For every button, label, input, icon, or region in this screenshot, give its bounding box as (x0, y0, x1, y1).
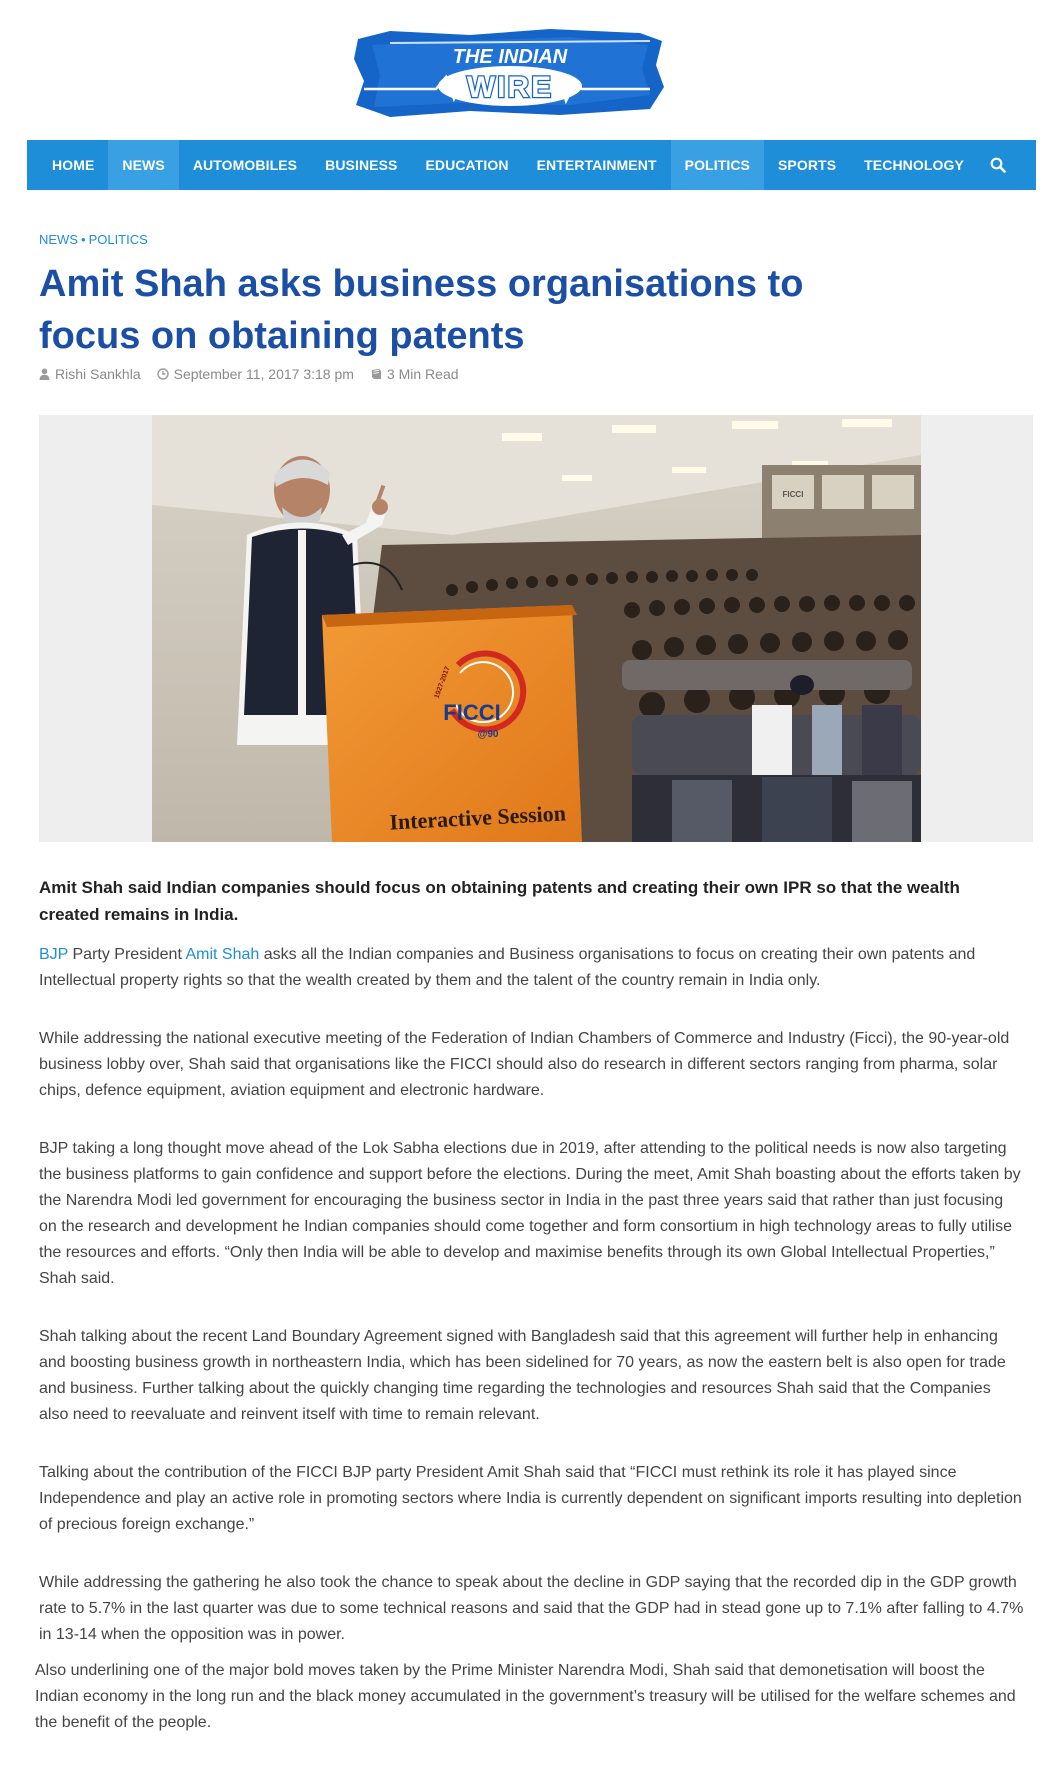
date-text: September 11, 2017 3:18 pm (173, 366, 354, 382)
author[interactable] (39, 366, 141, 382)
read-time (370, 366, 459, 382)
logo-line1: THE INDIAN (452, 46, 568, 68)
article-paragraph-6: While addressing the gathering he also took the chance to speak about the decline in GDP saying that the recorded dip in the GDP growth rate to 5.7% in the last quarter was due to some technical reasons and said that the GDP had in stead gone up to 7.1% after falling to 4.7% in 13-14 when the opposition was in power. (39, 1574, 1024, 1643)
podium-caption: Interactive Session (388, 800, 567, 835)
featured-image-container (39, 415, 1033, 842)
breadcrumb-separator: • (81, 232, 86, 247)
article-paragraph-1 (39, 942, 1029, 994)
nav-politics[interactable]: POLITICS (671, 140, 764, 190)
conference-photo (152, 415, 921, 842)
article-paragraph-2: While addressing the national executive meeting of the Federation of Indian Chambers of Commerce and Industry (Ficci), the 90-year-old business lobby over, Shah said that organisations like the FICCI should also do research in different sectors ranging from pharma, solar chips, defence equipment, aviation equipment and electronic hardware. (39, 1030, 1010, 1099)
logo-line2: WIRE (466, 71, 554, 104)
nav-search-button[interactable] (978, 140, 1020, 190)
article-paragraph-7: Also underlining one of the major bold moves taken by the Prime Minister Narendra Modi, Shah said that demonetisation will boost the Indian economy in the long run and the black money accumulated in the government’s treasury will be utilised for the welfare schemes and the benefit of the people. (35, 1662, 1016, 1731)
author-name: Rishi Sankhla (55, 366, 141, 382)
book-icon (370, 368, 382, 380)
p1-text-2: asks all the Indian companies and Business organisations to focus on creating their own patents and Intellectual property rights so that the wealth created by them and the talent of the country remain in India only. (39, 946, 976, 989)
main-nav (27, 140, 1036, 190)
clock-icon (157, 368, 169, 380)
breadcrumb-politics[interactable]: POLITICS (88, 232, 148, 247)
wall-sign: FICCI (782, 490, 804, 499)
article-paragraph-5: Talking about the contribution of the FICCI BJP party President Amit Shah said that “FICCI must rethink its role it has played since Independence and play an active role in promoting sectors where India is currently dependent on significant imports resulting into depletion of precious foreign exchange.” (39, 1464, 1022, 1533)
nav-news[interactable]: NEWS (108, 140, 178, 190)
logo-graphic (350, 25, 668, 121)
podium-sub: @90 (477, 729, 499, 740)
search-icon (990, 157, 1006, 173)
article-meta (39, 366, 475, 382)
read-time-text: 3 Min Read (386, 366, 459, 382)
publish-date (157, 366, 354, 382)
article-lead: Amit Shah said Indian companies should focus on obtaining patents and creating their own IPR so that the wealth created remains in India. (39, 878, 960, 924)
breadcrumb-news[interactable]: NEWS (39, 232, 78, 247)
featured-image[interactable] (152, 415, 921, 842)
user-icon (39, 368, 50, 380)
nav-technology[interactable]: TECHNOLOGY (864, 157, 964, 173)
nav-business[interactable]: BUSINESS (325, 157, 398, 173)
nav-home[interactable]: HOME (52, 157, 95, 173)
article-title: Amit Shah asks business organisations to focus on obtaining patents (39, 263, 804, 357)
nav-entertainment[interactable]: ENTERTAINMENT (536, 157, 657, 173)
article-paragraph-3: BJP taking a long thought move ahead of the Lok Sabha elections due in 2019, after attending to the political needs is now also targeting the business platforms to gain confidence and support before the elections. During the meet, Amit Shah boasting about the efforts taken by the Narendra Modi led government for encouraging the business sector in India in the past three years said that rather than just focusing on the research and development he Indian companies should come together and form consortium in high technology areas to fully utilise the resources and efforts. “Only then India will be able to develop and maximise benefits through its own Global Intellectual Properties,” Shah said. (39, 1140, 1021, 1287)
nav-education[interactable]: EDUCATION (425, 157, 509, 173)
breadcrumb (39, 232, 148, 247)
site-logo[interactable] (350, 25, 668, 121)
podium-years: 1927-2017 (433, 665, 452, 700)
p1-text-1: Party President (68, 946, 186, 963)
link-bjp[interactable]: BJP (39, 946, 69, 963)
link-amit-shah[interactable]: Amit Shah (185, 946, 260, 963)
nav-sports[interactable]: SPORTS (777, 157, 837, 173)
nav-automobiles[interactable]: AUTOMOBILES (192, 157, 298, 173)
article-paragraph-4: Shah talking about the recent Land Boundary Agreement signed with Bangladesh said that this agreement will further help in enhancing and boosting business growth in northeastern India, which has been sidelined for 70 years, as now the eastern belt is also open for trade and business. Further talking about the quickly changing time regarding the technologies and resources Shah said that the Companies also need to reevaluate and reinvent itself with time to remain relevant. (39, 1328, 1006, 1423)
podium-logo: FICCI (443, 700, 501, 725)
